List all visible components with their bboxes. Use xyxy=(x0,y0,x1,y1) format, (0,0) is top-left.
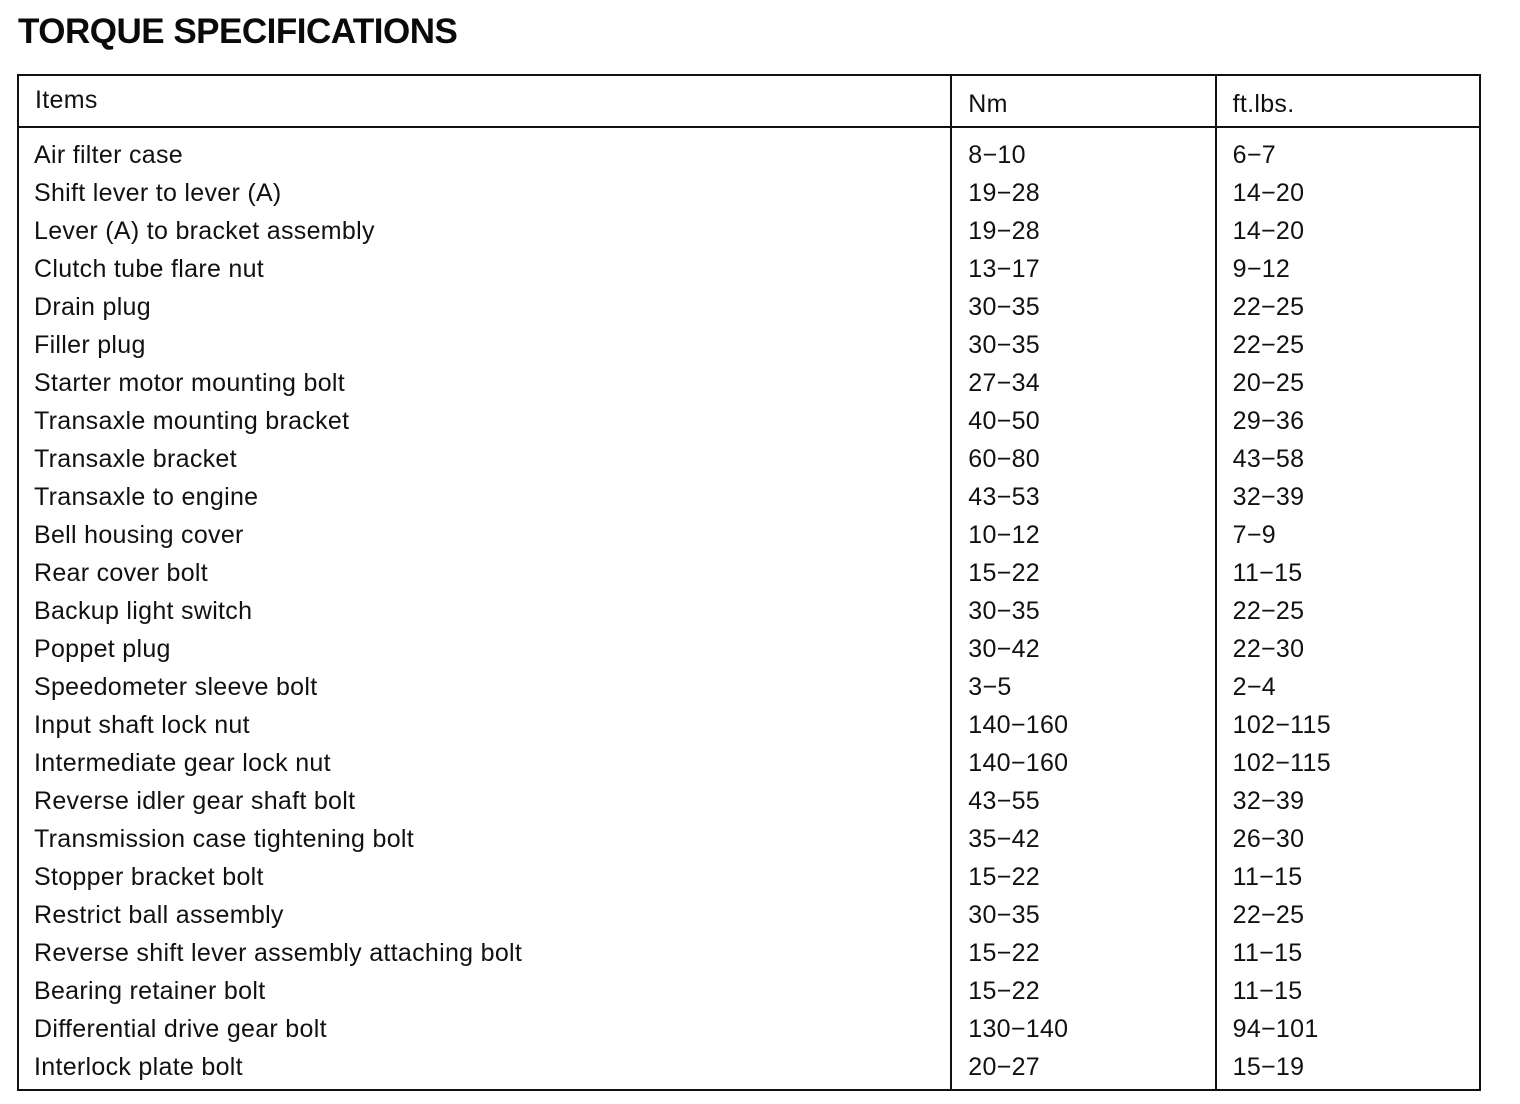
header-nm: Nm xyxy=(951,75,1215,127)
nm-cell: 15−22 xyxy=(968,863,1040,891)
ftlbs-cell: 102−115 xyxy=(1232,749,1331,777)
ftlbs-cell: 29−36 xyxy=(1232,407,1305,435)
item-cell: Starter motor mounting bolt xyxy=(34,369,346,397)
ftlbs-cell: 102−115 xyxy=(1232,711,1331,739)
item-cell: Differential drive gear bolt xyxy=(34,1015,327,1043)
nm-cell: 140−160 xyxy=(968,749,1069,777)
ftlbs-cell: 11−15 xyxy=(1232,939,1303,967)
nm-cell: 15−22 xyxy=(968,939,1040,967)
ftlbs-cell: 22−25 xyxy=(1232,293,1305,321)
item-cell: Transaxle bracket xyxy=(34,445,237,473)
item-cell: Bearing retainer bolt xyxy=(34,977,266,1005)
ftlbs-cell: 14−20 xyxy=(1232,179,1305,207)
ftlbs-cell: 15−19 xyxy=(1232,1053,1305,1081)
item-cell: Transmission case tightening bolt xyxy=(34,825,414,853)
nm-cell: 35−42 xyxy=(968,825,1040,853)
ftlbs-cell: 22−25 xyxy=(1232,597,1305,625)
ftlbs-cell: 11−15 xyxy=(1232,863,1303,891)
table-body-row xyxy=(18,127,1480,1090)
item-cell: Bell housing cover xyxy=(34,521,244,549)
item-cell: Lever (A) to bracket assembly xyxy=(34,217,375,245)
nm-list xyxy=(952,128,1214,1086)
nm-cell: 19−28 xyxy=(968,179,1040,207)
item-cell: Restrict ball assembly xyxy=(34,901,284,929)
item-cell: Clutch tube flare nut xyxy=(34,255,265,283)
item-cell: Transaxle to engine xyxy=(34,483,259,511)
items-list xyxy=(19,128,950,1086)
nm-cell: 19−28 xyxy=(968,217,1040,245)
item-cell: Air filter case xyxy=(34,141,183,169)
ftlbs-cell: 94−101 xyxy=(1232,1015,1319,1043)
items-column xyxy=(18,127,951,1090)
nm-cell: 3−5 xyxy=(968,673,1012,701)
nm-cell: 30−42 xyxy=(968,635,1040,663)
ftlbs-cell: 32−39 xyxy=(1232,787,1305,815)
nm-cell: 30−35 xyxy=(968,597,1040,625)
ftlbs-cell: 11−15 xyxy=(1232,977,1303,1005)
nm-cell: 30−35 xyxy=(968,901,1040,929)
item-cell: Rear cover bolt xyxy=(34,559,209,587)
ftlbs-cell: 14−20 xyxy=(1232,217,1305,245)
torque-spec-table xyxy=(17,74,1481,1091)
nm-cell: 60−80 xyxy=(968,445,1040,473)
nm-cell: 10−12 xyxy=(968,521,1040,549)
ftlbs-cell: 26−30 xyxy=(1232,825,1305,853)
header-items: Items xyxy=(18,75,951,127)
nm-cell: 130−140 xyxy=(968,1015,1069,1043)
item-cell: Transaxle mounting bracket xyxy=(34,407,350,435)
item-cell: Reverse idler gear shaft bolt xyxy=(34,787,356,815)
item-cell: Intermediate gear lock nut xyxy=(34,749,331,777)
nm-cell: 43−53 xyxy=(968,483,1040,511)
ftlbs-cell: 7−9 xyxy=(1232,521,1276,549)
ftlbs-cell: 22−25 xyxy=(1232,901,1305,929)
item-cell: Drain plug xyxy=(34,293,151,321)
item-cell: Reverse shift lever assembly attaching bolt xyxy=(34,939,523,967)
nm-cell: 20−27 xyxy=(968,1053,1040,1081)
ftlbs-cell: 32−39 xyxy=(1232,483,1305,511)
nm-cell: 43−55 xyxy=(968,787,1040,815)
item-cell: Speedometer sleeve bolt xyxy=(34,673,318,701)
ftlbs-cell: 9−12 xyxy=(1232,255,1291,283)
ftlbs-cell: 20−25 xyxy=(1232,369,1305,397)
ftlbs-cell: 11−15 xyxy=(1232,559,1303,587)
item-cell: Shift lever to lever (A) xyxy=(34,179,282,207)
table-header-row xyxy=(18,75,1480,127)
nm-cell: 30−35 xyxy=(968,331,1040,359)
item-cell: Backup light switch xyxy=(34,597,253,625)
ftlbs-cell: 2−4 xyxy=(1232,673,1276,701)
page-title: TORQUE SPECIFICATIONS xyxy=(18,12,458,51)
ftlbs-list xyxy=(1217,128,1479,1086)
ftlbs-cell: 43−58 xyxy=(1232,445,1305,473)
ftlbs-cell: 6−7 xyxy=(1232,141,1276,169)
ftlbs-cell: 22−30 xyxy=(1232,635,1305,663)
nm-cell: 40−50 xyxy=(968,407,1040,435)
nm-cell: 13−17 xyxy=(968,255,1040,283)
item-cell: Input shaft lock nut xyxy=(34,711,250,739)
item-cell: Filler plug xyxy=(34,331,146,359)
nm-cell: 27−34 xyxy=(968,369,1040,397)
nm-cell: 15−22 xyxy=(968,977,1040,1005)
item-cell: Poppet plug xyxy=(34,635,171,663)
header-ftlbs: ft.lbs. xyxy=(1216,75,1480,127)
nm-column xyxy=(951,127,1215,1090)
item-cell: Stopper bracket bolt xyxy=(34,863,264,891)
nm-cell: 140−160 xyxy=(968,711,1069,739)
nm-cell: 15−22 xyxy=(968,559,1040,587)
ftlbs-cell: 22−25 xyxy=(1232,331,1305,359)
item-cell: Interlock plate bolt xyxy=(34,1053,243,1081)
ftlbs-column xyxy=(1216,127,1480,1090)
nm-cell: 30−35 xyxy=(968,293,1040,321)
nm-cell: 8−10 xyxy=(968,141,1026,169)
